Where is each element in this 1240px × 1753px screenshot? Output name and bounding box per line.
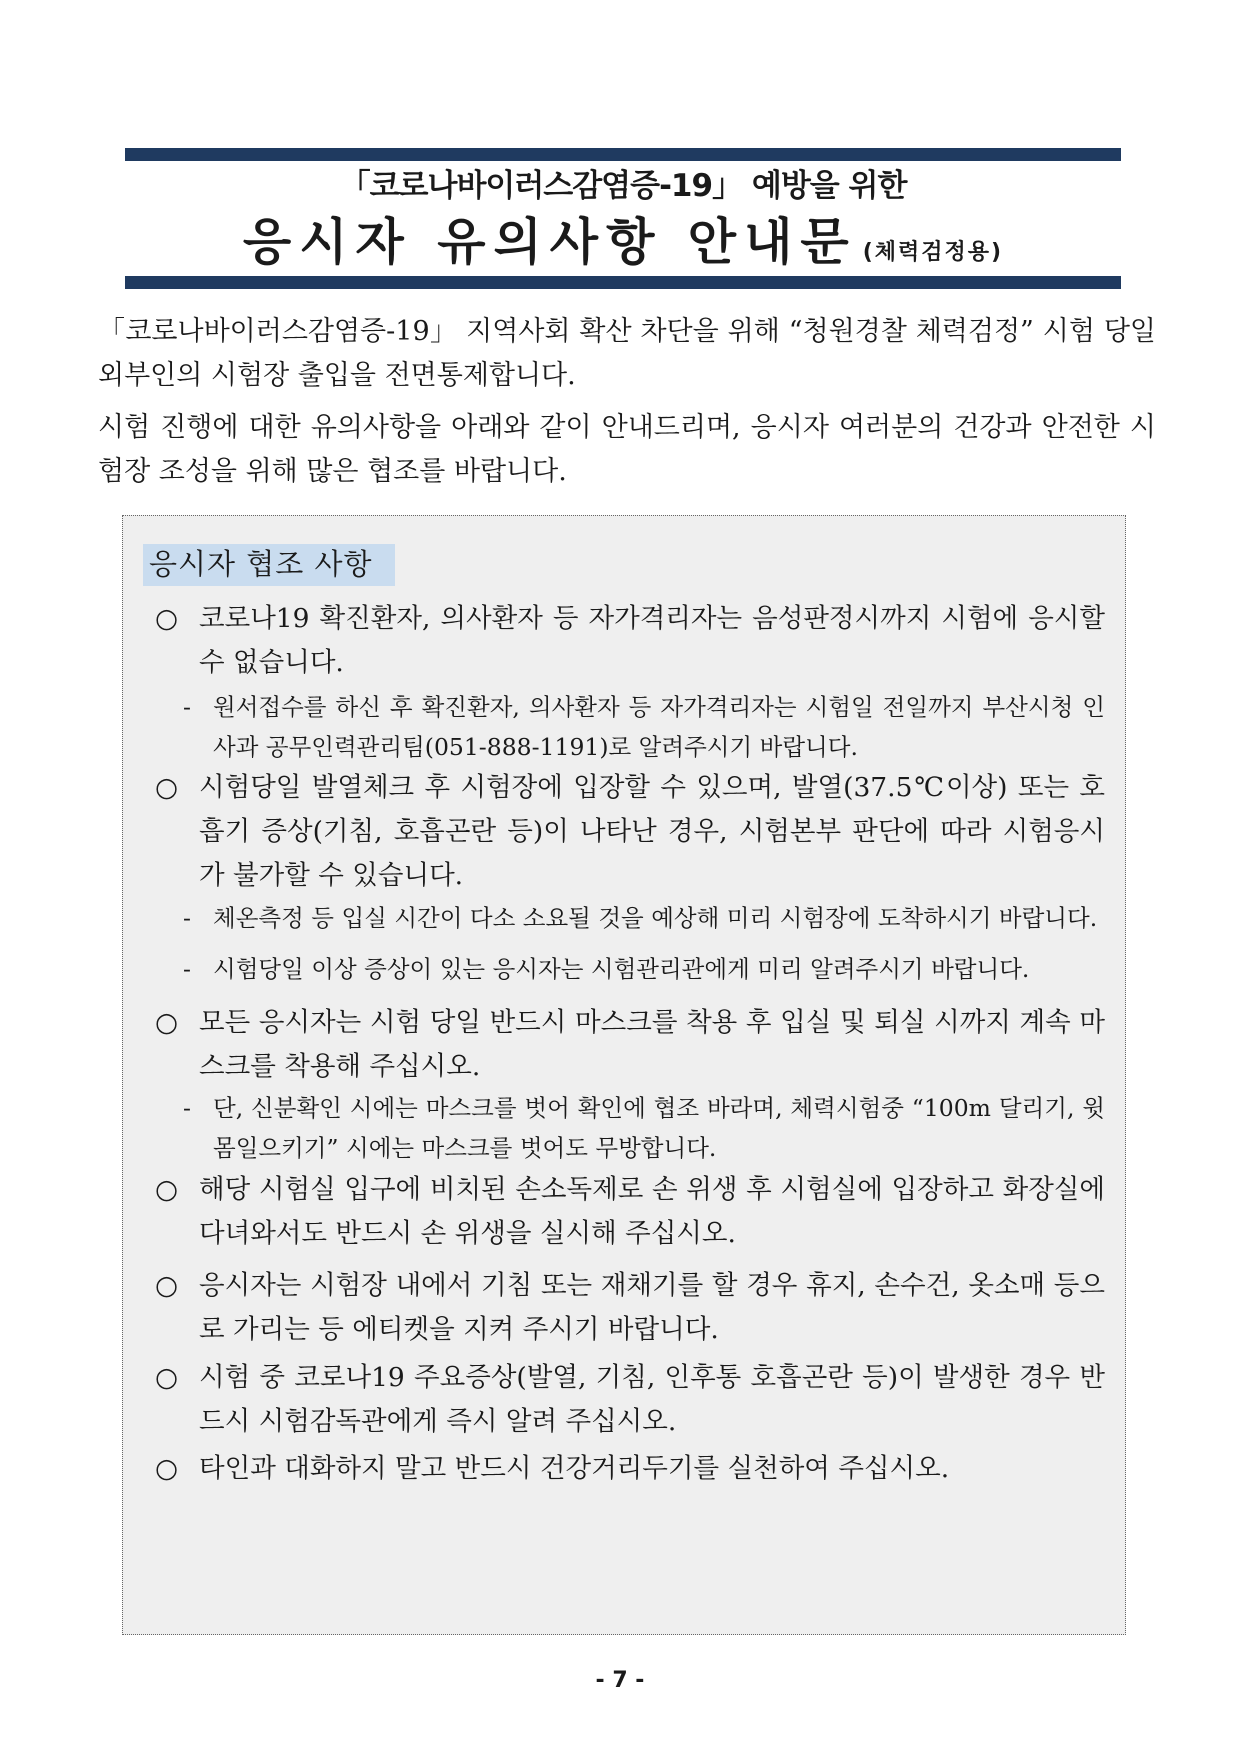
- circle-bullet-icon: ○: [155, 603, 179, 634]
- circle-bullet-icon: ○: [155, 1007, 179, 1038]
- circle-bullet-icon: ○: [155, 1362, 179, 1393]
- dash-bullet-icon: -: [183, 1094, 191, 1122]
- sub-item: - 체온측정 등 입실 시간이 다소 소요될 것을 예상해 미리 시험장에 도착하시기 바랍니다.: [183, 898, 1105, 938]
- intro-paragraph: 시험 진행에 대한 유의사항을 아래와 같이 안내드리며, 응시자 여러분의 건강과 안전한 시험장 조성을 위해 많은 협조를 바랍니다.: [98, 412, 1156, 487]
- document-subtitle: 「코로나바이러스감염증-19」 예방을 위한: [339, 168, 907, 204]
- document-title: [125, 212, 1121, 284]
- dash-bullet-icon: -: [183, 955, 191, 983]
- circle-bullet-icon: ○: [155, 1174, 179, 1205]
- list-item: ○ 응시자는 시험장 내에서 기침 또는 재채기를 할 경우 휴지, 손수건, 옷소매 등으로 가리는 등 에티켓을 지켜 주시기 바랍니다.: [155, 1264, 1105, 1352]
- box-title: 응시자 협조 사항: [143, 544, 395, 586]
- sub-item: - 단, 신분확인 시에는 마스크를 벗어 확인에 협조 바라며, 체력시험중 “100m 달리기, 윗몸일으키기” 시에는 마스크를 벗어도 무방합니다.: [183, 1088, 1105, 1168]
- cooperation-box: [122, 515, 1126, 1635]
- title-tag: (체력검정용): [862, 240, 1004, 265]
- circle-bullet-icon: ○: [155, 1453, 179, 1484]
- sub-item: - 시험당일 이상 증상이 있는 응시자는 시험관리관에게 미리 알려주시기 바랍니다.: [183, 949, 1105, 989]
- dash-bullet-icon: -: [183, 904, 191, 932]
- circle-bullet-icon: ○: [155, 1270, 179, 1301]
- header-rule-bottom: [125, 276, 1121, 289]
- list-item: ○ 모든 응시자는 시험 당일 반드시 마스크를 착용 후 입실 및 퇴실 시까지 계속 마스크를 착용해 주십시오.: [155, 1001, 1105, 1089]
- list-item: ○ 해당 시험실 입구에 비치된 손소독제로 손 위생 후 시험실에 입장하고 화장실에 다녀와서도 반드시 손 위생을 실시해 주십시오.: [155, 1168, 1105, 1256]
- dash-bullet-icon: -: [183, 693, 191, 721]
- list-item: ○ 시험당일 발열체크 후 시험장에 입장할 수 있으며, 발열(37.5℃이상) 또는 호흡기 증상(기침, 호흡곤란 등)이 나타난 경우, 시험본부 판단에 따라 시험응시가 불가할 수 있습니다.: [155, 766, 1105, 898]
- sub-item: - 원서접수를 하신 후 확진환자, 의사환자 등 자가격리자는 시험일 전일까지 부산시청 인사과 공무인력관리팀(051-888-1191)로 알려주시기 바랍니다.: [183, 687, 1105, 767]
- circle-bullet-icon: ○: [155, 772, 179, 803]
- header-rule-top: [125, 148, 1121, 161]
- list-item: ○ 타인과 대화하지 말고 반드시 건강거리두기를 실천하여 주십시오.: [155, 1447, 1105, 1491]
- list-item: ○ 코로나19 확진환자, 의사환자 등 자가격리자는 음성판정시까지 시험에 응시할 수 없습니다.: [155, 597, 1105, 685]
- page-number: - 7 -: [595, 1668, 645, 1693]
- title-main: 응시자 유의사항 안내문: [242, 213, 857, 271]
- list-item: ○ 시험 중 코로나19 주요증상(발열, 기침, 인후통 호흡곤란 등)이 발생한 경우 반드시 시험감독관에게 즉시 알려 주십시오.: [155, 1356, 1105, 1444]
- intro-paragraph: 「코로나바이러스감염증-19」 지역사회 확산 차단을 위해 “청원경찰 체력검정” 시험 당일 외부인의 시험장 출입을 전면통제합니다.: [98, 316, 1156, 391]
